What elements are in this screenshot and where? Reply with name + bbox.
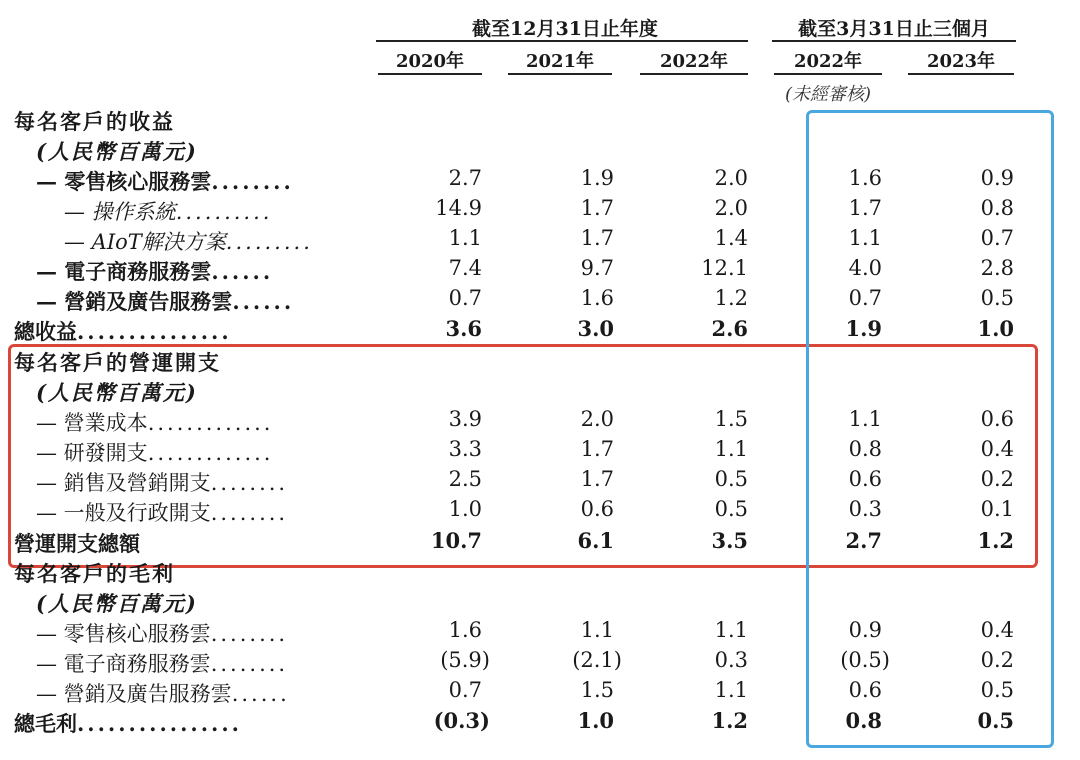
cell-2023-q: 0.2	[980, 648, 1014, 672]
cell-2021: 1.7	[580, 196, 614, 220]
cell-2022-q: 0.8	[845, 708, 882, 733]
cell-2022-q: 1.1	[848, 226, 882, 250]
total-row	[0, 526, 1080, 556]
table-row	[0, 164, 1080, 194]
cell-2022: 0.5	[714, 467, 748, 491]
cell-2023-q: 0.5	[980, 286, 1014, 310]
cell-2021: 1.0	[577, 708, 614, 733]
header-group-annual: 截至12月31日止年度	[472, 18, 658, 40]
cell-2022: 1.5	[714, 407, 748, 431]
year-header-2023-q: 2023年	[926, 51, 996, 72]
year-rule-2022-q	[774, 73, 882, 75]
cell-2023-q: 0.9	[980, 166, 1014, 190]
row-label: — 電子商務服務雲........	[36, 652, 289, 676]
year-header-2022: 2022年	[659, 51, 729, 72]
cell-2022-q: 1.1	[848, 407, 882, 431]
cell-2023-q: 0.6	[980, 407, 1014, 431]
row-label: — 營業成本.............	[36, 411, 274, 435]
cell-2023-q: 0.4	[980, 618, 1014, 642]
cell-2020: 14.9	[435, 196, 482, 220]
table-row	[0, 676, 1080, 706]
section-unit: (人民幣百萬元)	[36, 591, 198, 616]
section-unit: (人民幣百萬元)	[36, 380, 198, 405]
cell-2022: 1.1	[714, 678, 748, 702]
cell-2021: 1.6	[580, 286, 614, 310]
table-row	[0, 495, 1080, 525]
cell-2021: 1.7	[580, 437, 614, 461]
year-rule-2023-q	[908, 73, 1014, 75]
table-row	[0, 405, 1080, 435]
cell-2022: 1.1	[714, 437, 748, 461]
cell-2020: 1.1	[448, 226, 482, 250]
cell-2022: 2.0	[714, 196, 748, 220]
cell-2022-q: 1.6	[848, 166, 882, 190]
cell-2022-q: (0.5)	[840, 648, 890, 672]
section-title: 每名客戶的營運開支	[14, 350, 221, 375]
cell-2022-q: 2.7	[845, 528, 882, 553]
cell-2022: 0.5	[714, 497, 748, 521]
cell-2020: 1.0	[448, 497, 482, 521]
table-row	[0, 194, 1080, 224]
cell-2023-q: 0.5	[980, 678, 1014, 702]
row-label: — AIoT解決方案.........	[64, 230, 313, 254]
cell-2020: (0.3)	[433, 708, 490, 733]
cell-2020: 1.6	[448, 618, 482, 642]
cell-2023-q: 0.8	[980, 196, 1014, 220]
row-label: — 操作系統..........	[64, 200, 273, 224]
section-title-row	[0, 556, 1080, 586]
cell-2020: 3.9	[448, 407, 482, 431]
cell-2021: 0.6	[580, 497, 614, 521]
table-row	[0, 616, 1080, 646]
cell-2020: 3.3	[448, 437, 482, 461]
section-title-row	[0, 345, 1080, 375]
header-group-quarterly-rule	[772, 40, 1016, 42]
cell-2022: 1.1	[714, 618, 748, 642]
year-header-2020: 2020年	[395, 51, 465, 72]
row-label: — 一般及行政開支........	[36, 501, 289, 525]
row-label: — 零售核心服務雲........	[36, 622, 289, 646]
cell-2021: 1.5	[580, 678, 614, 702]
cell-2022: 12.1	[701, 256, 748, 280]
row-label: — 營銷及廣告服務雲......	[36, 289, 295, 314]
cell-2022-q: 4.0	[848, 256, 882, 280]
row-label: — 研發開支.............	[36, 441, 274, 465]
cell-2021: 6.1	[577, 528, 614, 553]
unaudited-note: (未經審核)	[784, 84, 872, 105]
total-row	[0, 706, 1080, 736]
year-rule-2021	[508, 73, 612, 75]
cell-2022-q: 0.8	[848, 437, 882, 461]
cell-2023-q: 1.2	[977, 528, 1014, 553]
cell-2022: 1.2	[711, 708, 748, 733]
cell-2022: 2.6	[711, 316, 748, 341]
cell-2020: 3.6	[445, 316, 482, 341]
cell-2020: 0.7	[448, 286, 482, 310]
cell-2022-q: 0.7	[848, 286, 882, 310]
table-row	[0, 465, 1080, 495]
section-unit-row	[0, 375, 1080, 405]
cell-2021: 1.7	[580, 226, 614, 250]
total-label: 營運開支總額	[14, 531, 140, 556]
cell-2020: 7.4	[448, 256, 482, 280]
cell-2022-q: 1.7	[848, 196, 882, 220]
cell-2022-q: 0.9	[848, 618, 882, 642]
cell-2021: 3.0	[577, 316, 614, 341]
table-row	[0, 435, 1080, 465]
section-unit-row	[0, 586, 1080, 616]
cell-2023-q: 0.5	[977, 708, 1014, 733]
header-group-annual-rule	[376, 40, 748, 42]
cell-2023-q: 1.0	[977, 316, 1014, 341]
header-group-quarterly: 截至3月31日止三個月	[798, 18, 990, 40]
cell-2020: 0.7	[448, 678, 482, 702]
cell-2022-q: 0.6	[848, 678, 882, 702]
table-row	[0, 646, 1080, 676]
total-row	[0, 314, 1080, 344]
total-label: 總收益...............	[14, 319, 232, 344]
cell-2022: 1.2	[714, 286, 748, 310]
section-title-row	[0, 104, 1080, 134]
cell-2023-q: 0.4	[980, 437, 1014, 461]
cell-2023-q: 0.2	[980, 467, 1014, 491]
cell-2022: 0.3	[714, 648, 748, 672]
cell-2021: (2.1)	[572, 648, 622, 672]
section-title: 每名客戶的收益	[14, 109, 175, 134]
cell-2020: 2.5	[448, 467, 482, 491]
cell-2023-q: 0.1	[980, 497, 1014, 521]
row-label: — 電子商務服務雲......	[36, 259, 274, 284]
section-unit-row	[0, 134, 1080, 164]
cell-2021: 1.7	[580, 467, 614, 491]
cell-2023-q: 2.8	[980, 256, 1014, 280]
year-rule-2022	[640, 73, 748, 75]
cell-2020: 10.7	[430, 528, 482, 553]
row-label: — 營銷及廣告服務雲......	[36, 682, 290, 706]
cell-2022-q: 0.6	[848, 467, 882, 491]
cell-2020: 2.7	[448, 166, 482, 190]
section-title: 每名客戶的毛利	[14, 561, 175, 586]
table-row	[0, 224, 1080, 254]
cell-2022-q: 0.3	[848, 497, 882, 521]
year-rule-2020	[378, 73, 482, 75]
row-label: — 零售核心服務雲........	[36, 169, 294, 194]
cell-2022: 2.0	[714, 166, 748, 190]
cell-2022: 3.5	[711, 528, 748, 553]
cell-2021: 1.9	[580, 166, 614, 190]
table-row	[0, 284, 1080, 314]
total-label: 總毛利................	[14, 711, 242, 736]
row-label: — 銷售及營銷開支........	[36, 471, 289, 495]
table-row	[0, 254, 1080, 284]
cell-2020: (5.9)	[440, 648, 490, 672]
section-unit: (人民幣百萬元)	[36, 139, 198, 164]
cell-2022: 1.4	[714, 226, 748, 250]
year-header-2021: 2021年	[525, 51, 595, 72]
year-header-2022-q: 2022年	[793, 51, 863, 72]
cell-2021: 1.1	[580, 618, 614, 642]
cell-2021: 9.7	[580, 256, 614, 280]
cell-2021: 2.0	[580, 407, 614, 431]
cell-2023-q: 0.7	[980, 226, 1014, 250]
cell-2022-q: 1.9	[845, 316, 882, 341]
